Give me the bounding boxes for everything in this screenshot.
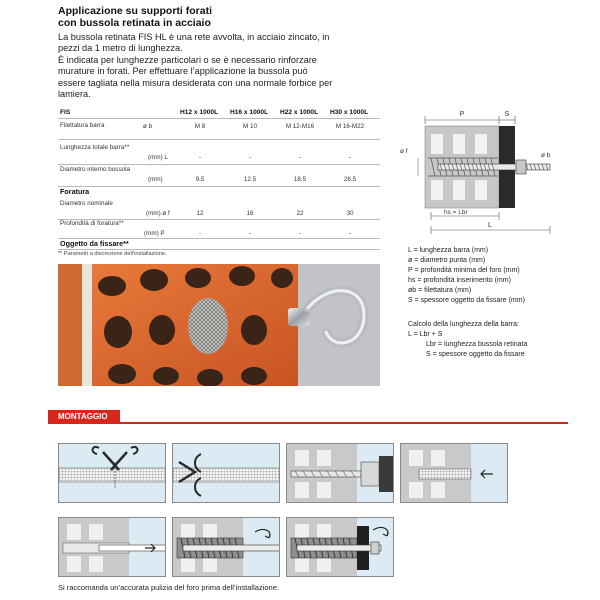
length-calculation — [408, 320, 588, 360]
row-label: Filettatura barra — [60, 122, 105, 129]
intro-line: murature in forati. Per effettuare l’applicazione la bussola può — [58, 66, 308, 77]
mixer-nozzle — [99, 545, 166, 551]
step-insert-sleeve — [400, 443, 508, 503]
table-header-col: H22 x 1000L — [280, 109, 319, 116]
row-unit: (mm) P — [144, 230, 165, 237]
intro-line: La bussola retinata FIS HL è una rete avvolta, in acciaio zincato, in — [58, 32, 330, 42]
table-row — [58, 199, 380, 219]
intro-line: lamiera. — [58, 89, 91, 100]
legend-line: S = spessore oggetto da fissare (mm) — [408, 297, 525, 304]
row-cell: 12.5 — [243, 176, 257, 183]
arrow-left-icon — [481, 470, 493, 478]
table-row — [58, 143, 380, 163]
cut-sleeve-illustration — [59, 444, 166, 503]
calc-def: S = spessore oggetto da fissare — [426, 351, 525, 358]
row-cell: - — [198, 230, 202, 237]
rotate-arrow-icon — [255, 530, 270, 538]
brick-left — [58, 264, 82, 386]
title-line-1: Applicazione su supporti forati — [58, 5, 213, 17]
legend-line: L = lunghezza barra (mm) — [408, 247, 489, 254]
step-shape-sleeve — [172, 443, 280, 503]
table-row — [58, 165, 380, 185]
row-cell: 16 — [246, 210, 254, 217]
montaggio-title: MONTAGGIO — [48, 410, 120, 423]
table-divider — [58, 249, 380, 250]
row-cell: - — [298, 230, 302, 237]
insert-rod-illustration — [173, 518, 280, 577]
legend-line: P = profondità minima del foro (mm) — [408, 267, 520, 274]
step-cut-sleeve — [58, 443, 166, 503]
section-oggetto: Oggetto da fissare** — [60, 239, 129, 248]
row-label: Diametro nominale — [60, 200, 113, 207]
table-header-col: H12 x 1000L — [180, 109, 219, 116]
intro-line: essere tagliata nella misura desiderata con una normale forbice per — [58, 77, 333, 88]
row-cell: 26.5 — [343, 176, 357, 183]
calc-formula: L = Lbr + S — [408, 331, 443, 338]
table-divider — [58, 118, 380, 119]
row-label: Diametro interno bussola — [60, 166, 131, 173]
drill-illustration — [287, 444, 394, 503]
intro-line: pezzi da 1 metro di lunghezza. — [58, 43, 183, 54]
table-header-col: H16 x 1000L — [230, 109, 269, 116]
rotate-arrow-icon — [373, 528, 388, 536]
row-cell: 18.5 — [293, 176, 307, 183]
row-cell: M 10 — [243, 123, 257, 130]
row-cell: 12 — [196, 210, 204, 217]
intro-line: È indicata per lunghezze particolari o se è necessario rinforzare — [58, 54, 317, 65]
table-footnote: ** Parametri a discrezione dell’installazione. — [58, 251, 167, 257]
row-unit: ø b — [143, 123, 153, 130]
label-p: P — [459, 111, 465, 118]
row-cell: - — [248, 230, 252, 237]
row-cell: - — [298, 154, 302, 161]
section-rule — [48, 422, 568, 424]
technical-diagram — [398, 106, 560, 238]
row-cell: 9.5 — [195, 176, 205, 183]
step-drill — [286, 443, 394, 503]
inject-illustration — [59, 518, 166, 577]
label-s: S — [504, 111, 510, 118]
table-header-col: H30 x 1000L — [330, 109, 369, 116]
calc-title: Calcolo della lunghezza della barra: — [408, 321, 519, 328]
label-ob: ø b — [541, 152, 551, 159]
label-l: L — [488, 222, 492, 229]
step-mount-object — [286, 517, 394, 577]
legend-line: hs = profondità inserimento (mm) — [408, 277, 511, 284]
legend-line: ø = diametro punta (mm) — [408, 257, 486, 264]
label-of: ø f — [400, 148, 408, 155]
section-foratura: Foratura — [60, 187, 90, 196]
row-cell: M 8 — [194, 123, 206, 130]
insert-sleeve-illustration — [401, 444, 508, 503]
mesh-sleeve — [188, 298, 228, 354]
legend-line: øb = filettatura (mm) — [408, 287, 472, 294]
row-cell: M 16-M22 — [335, 123, 365, 130]
product-photo — [58, 264, 380, 386]
row-cell: - — [198, 154, 202, 161]
step-inject — [58, 517, 166, 577]
label-hs: hs = Lbr — [444, 209, 468, 216]
mount-object-illustration — [287, 518, 394, 577]
title-line-2: con bussola retinata in acciaio — [58, 17, 211, 29]
table-divider — [58, 139, 380, 140]
table-row — [58, 219, 380, 239]
row-unit: (mm) ø f — [146, 210, 170, 217]
row-unit: (mm) L — [148, 154, 168, 161]
calc-def: Lbr = lunghezza bussola retinata — [426, 341, 528, 348]
row-cell: - — [248, 154, 252, 161]
row-cell: - — [348, 230, 352, 237]
legend — [408, 246, 588, 306]
intro-text — [58, 32, 388, 100]
row-label: Profondità di foratura** — [60, 220, 124, 227]
shape-sleeve-illustration — [173, 444, 280, 503]
step-insert-rod — [172, 517, 280, 577]
row-cell: M 12-M16 — [285, 123, 315, 130]
row-cell: 22 — [296, 210, 304, 217]
page-title — [58, 5, 212, 29]
row-cell: - — [348, 154, 352, 161]
cleaning-note: Si raccomanda un’accurata pulizia del foro prima dell’installazione. — [58, 583, 279, 592]
table-header-label: FIS — [60, 109, 71, 116]
brick-hook-illustration — [58, 264, 380, 386]
row-label: Lunghezza totale barra** — [60, 144, 130, 151]
row-cell: 30 — [346, 210, 354, 217]
row-unit: (mm) — [148, 176, 163, 183]
table-row — [58, 121, 380, 141]
